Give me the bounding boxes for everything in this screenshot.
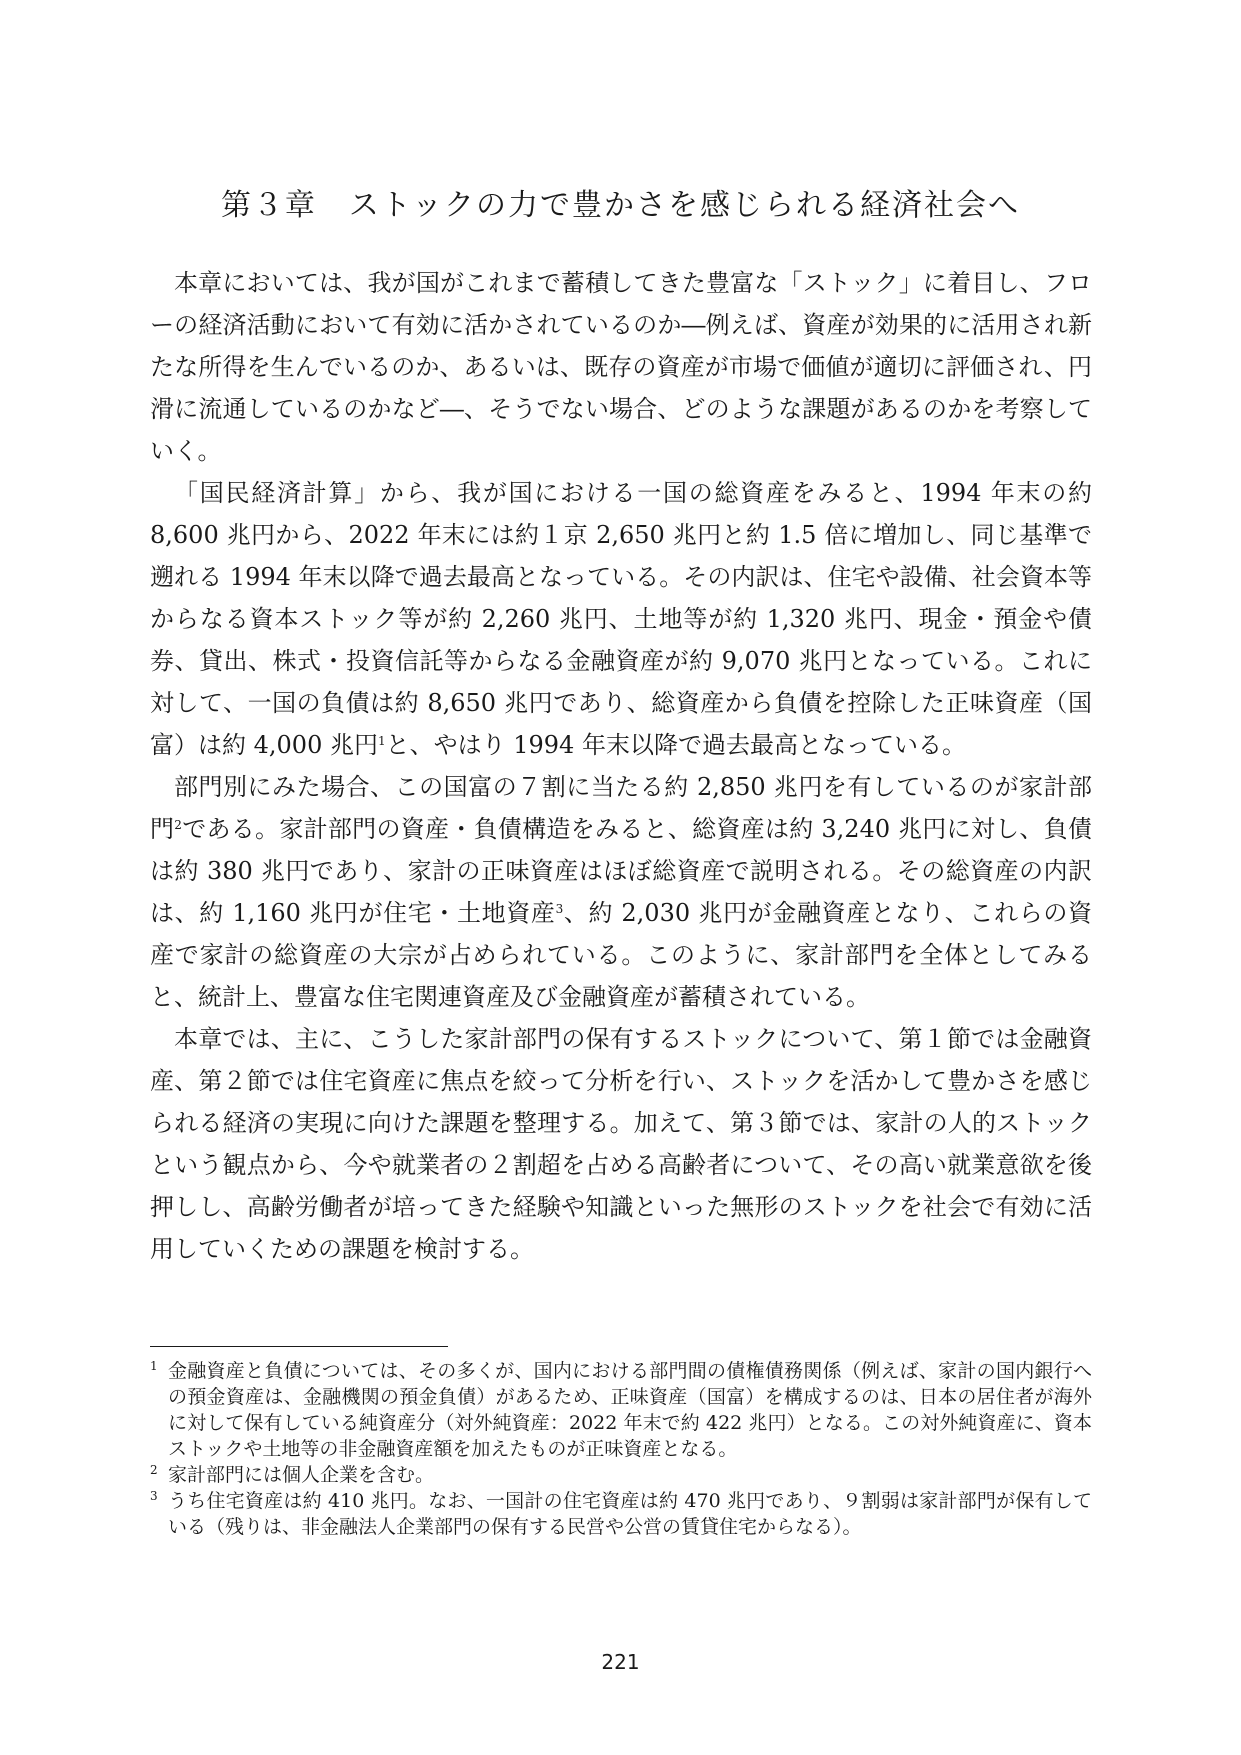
page-number: 221 <box>601 1650 640 1674</box>
body-text <box>150 262 1092 1270</box>
paragraph-3-text-c: 、約 2,030 兆円が金融資産となり、これらの資産で家計の総資産の大宗が占められている。このように、家計部門を全体としてみると、統計上、豊富な住宅関連資産及び金融資産が蓄積されている。 <box>150 899 1092 1011</box>
footnote-1-mark: 1 <box>150 1359 158 1373</box>
paragraph-2 <box>150 472 1092 766</box>
footnote-2-mark: 2 <box>150 1463 158 1477</box>
paragraph-2-text-b: と、やはり 1994 年末以降で過去最高となっている。 <box>385 731 966 759</box>
paragraph-1: 本章においては、我が国がこれまで蓄積してきた豊富な「ストック」に着目し、フローの経済活動において有効に活かされているのか―例えば、資産が効果的に活用され新たな所得を生んでいるのか、あるいは、既存の資産が市場で価値が適切に評価され、円滑に流通しているのかなど―、そうでない場合、どのような課題があるのかを考察していく。 <box>150 269 1092 465</box>
footnote-3-text: うち住宅資産は約 410 兆円。なお、一国計の住宅資産は約 470 兆円であり、９割弱は家計部門が保有している（残りは、非金融法人企業部門の保有する民営や公営の賃貸住宅からなる）。 <box>168 1490 1092 1538</box>
footnote-1 <box>150 1358 1092 1462</box>
footnote-2-text: 家計部門には個人企業を含む。 <box>168 1464 435 1486</box>
paragraph-2-text-a: 「国民経済計算」から、我が国における一国の総資産をみると、1994 年末の約 8,600 兆円から、2022 年末には約１京 2,650 兆円と約 1.5 倍に増加し、同じ基準で遡れる 1994 年末以降で過去最高となっている。その内訳は、住宅や設備、社会資本等からなる資本ストック等が約 2,260 兆円、土地等が約 1,320 兆円、現金・預金や債券、貸出、株式・投資信託等からなる金融資産が約 9,070 兆円となっている。これに対して、一国の負債は約 8,650 兆円であり、総資産から負債を控除した正味資産（国富）は約 4,000 兆円 <box>150 479 1092 759</box>
footnote-ref-1: 1 <box>377 734 386 748</box>
footnote-ref-3: 3 <box>555 902 564 916</box>
paragraph-3-text-b: である。家計部門の資産・負債構造をみると、総資産は約 3,240 兆円に対し、負債は約 380 兆円であり、家計の正味資産はほぼ総資産で説明される。その総資産の内訳は、約 1,160 兆円が住宅・土地資産 <box>150 815 1092 927</box>
footnote-ref-2: 2 <box>174 818 182 832</box>
footnotes <box>150 1358 1092 1540</box>
paragraph-3-text-a: 部門別にみた場合、この国富の７割に当たる約 2,850 兆円を有しているのが家計部門 <box>150 773 1092 843</box>
footnote-divider <box>150 1346 448 1347</box>
paragraph-4: 本章では、主に、こうした家計部門の保有するストックについて、第１節では金融資産、第２節では住宅資産に焦点を絞って分析を行い、ストックを活かして豊かさを感じられる経済の実現に向けた課題を整理する。加えて、第３節では、家計の人的ストックという観点から、今や就業者の２割超を占める高齢者について、その高い就業意欲を後押しし、高齢労働者が培ってきた経験や知識といった無形のストックを社会で有効に活用していくための課題を検討する。 <box>150 1025 1092 1263</box>
chapter-title: 第３章 ストックの力で豊かさを感じられる経済社会へ <box>220 188 1021 223</box>
footnote-2 <box>150 1462 1092 1488</box>
footnote-3 <box>150 1488 1092 1540</box>
footnote-1-text: 金融資産と負債については、その多くが、国内における部門間の債権債務関係（例えば、家計の国内銀行への預金資産は、金融機関の預金負債）があるため、正味資産（国富）を構成するのは、日本の居住者が海外に対して保有している純資産分（対外純資産：2022 年末で約 422 兆円）となる。この対外純資産に、資本ストックや土地等の非金融資産額を加えたものが正味資産となる。 <box>168 1360 1092 1460</box>
footnote-3-mark: 3 <box>150 1489 158 1503</box>
paragraph-3 <box>150 766 1092 1018</box>
